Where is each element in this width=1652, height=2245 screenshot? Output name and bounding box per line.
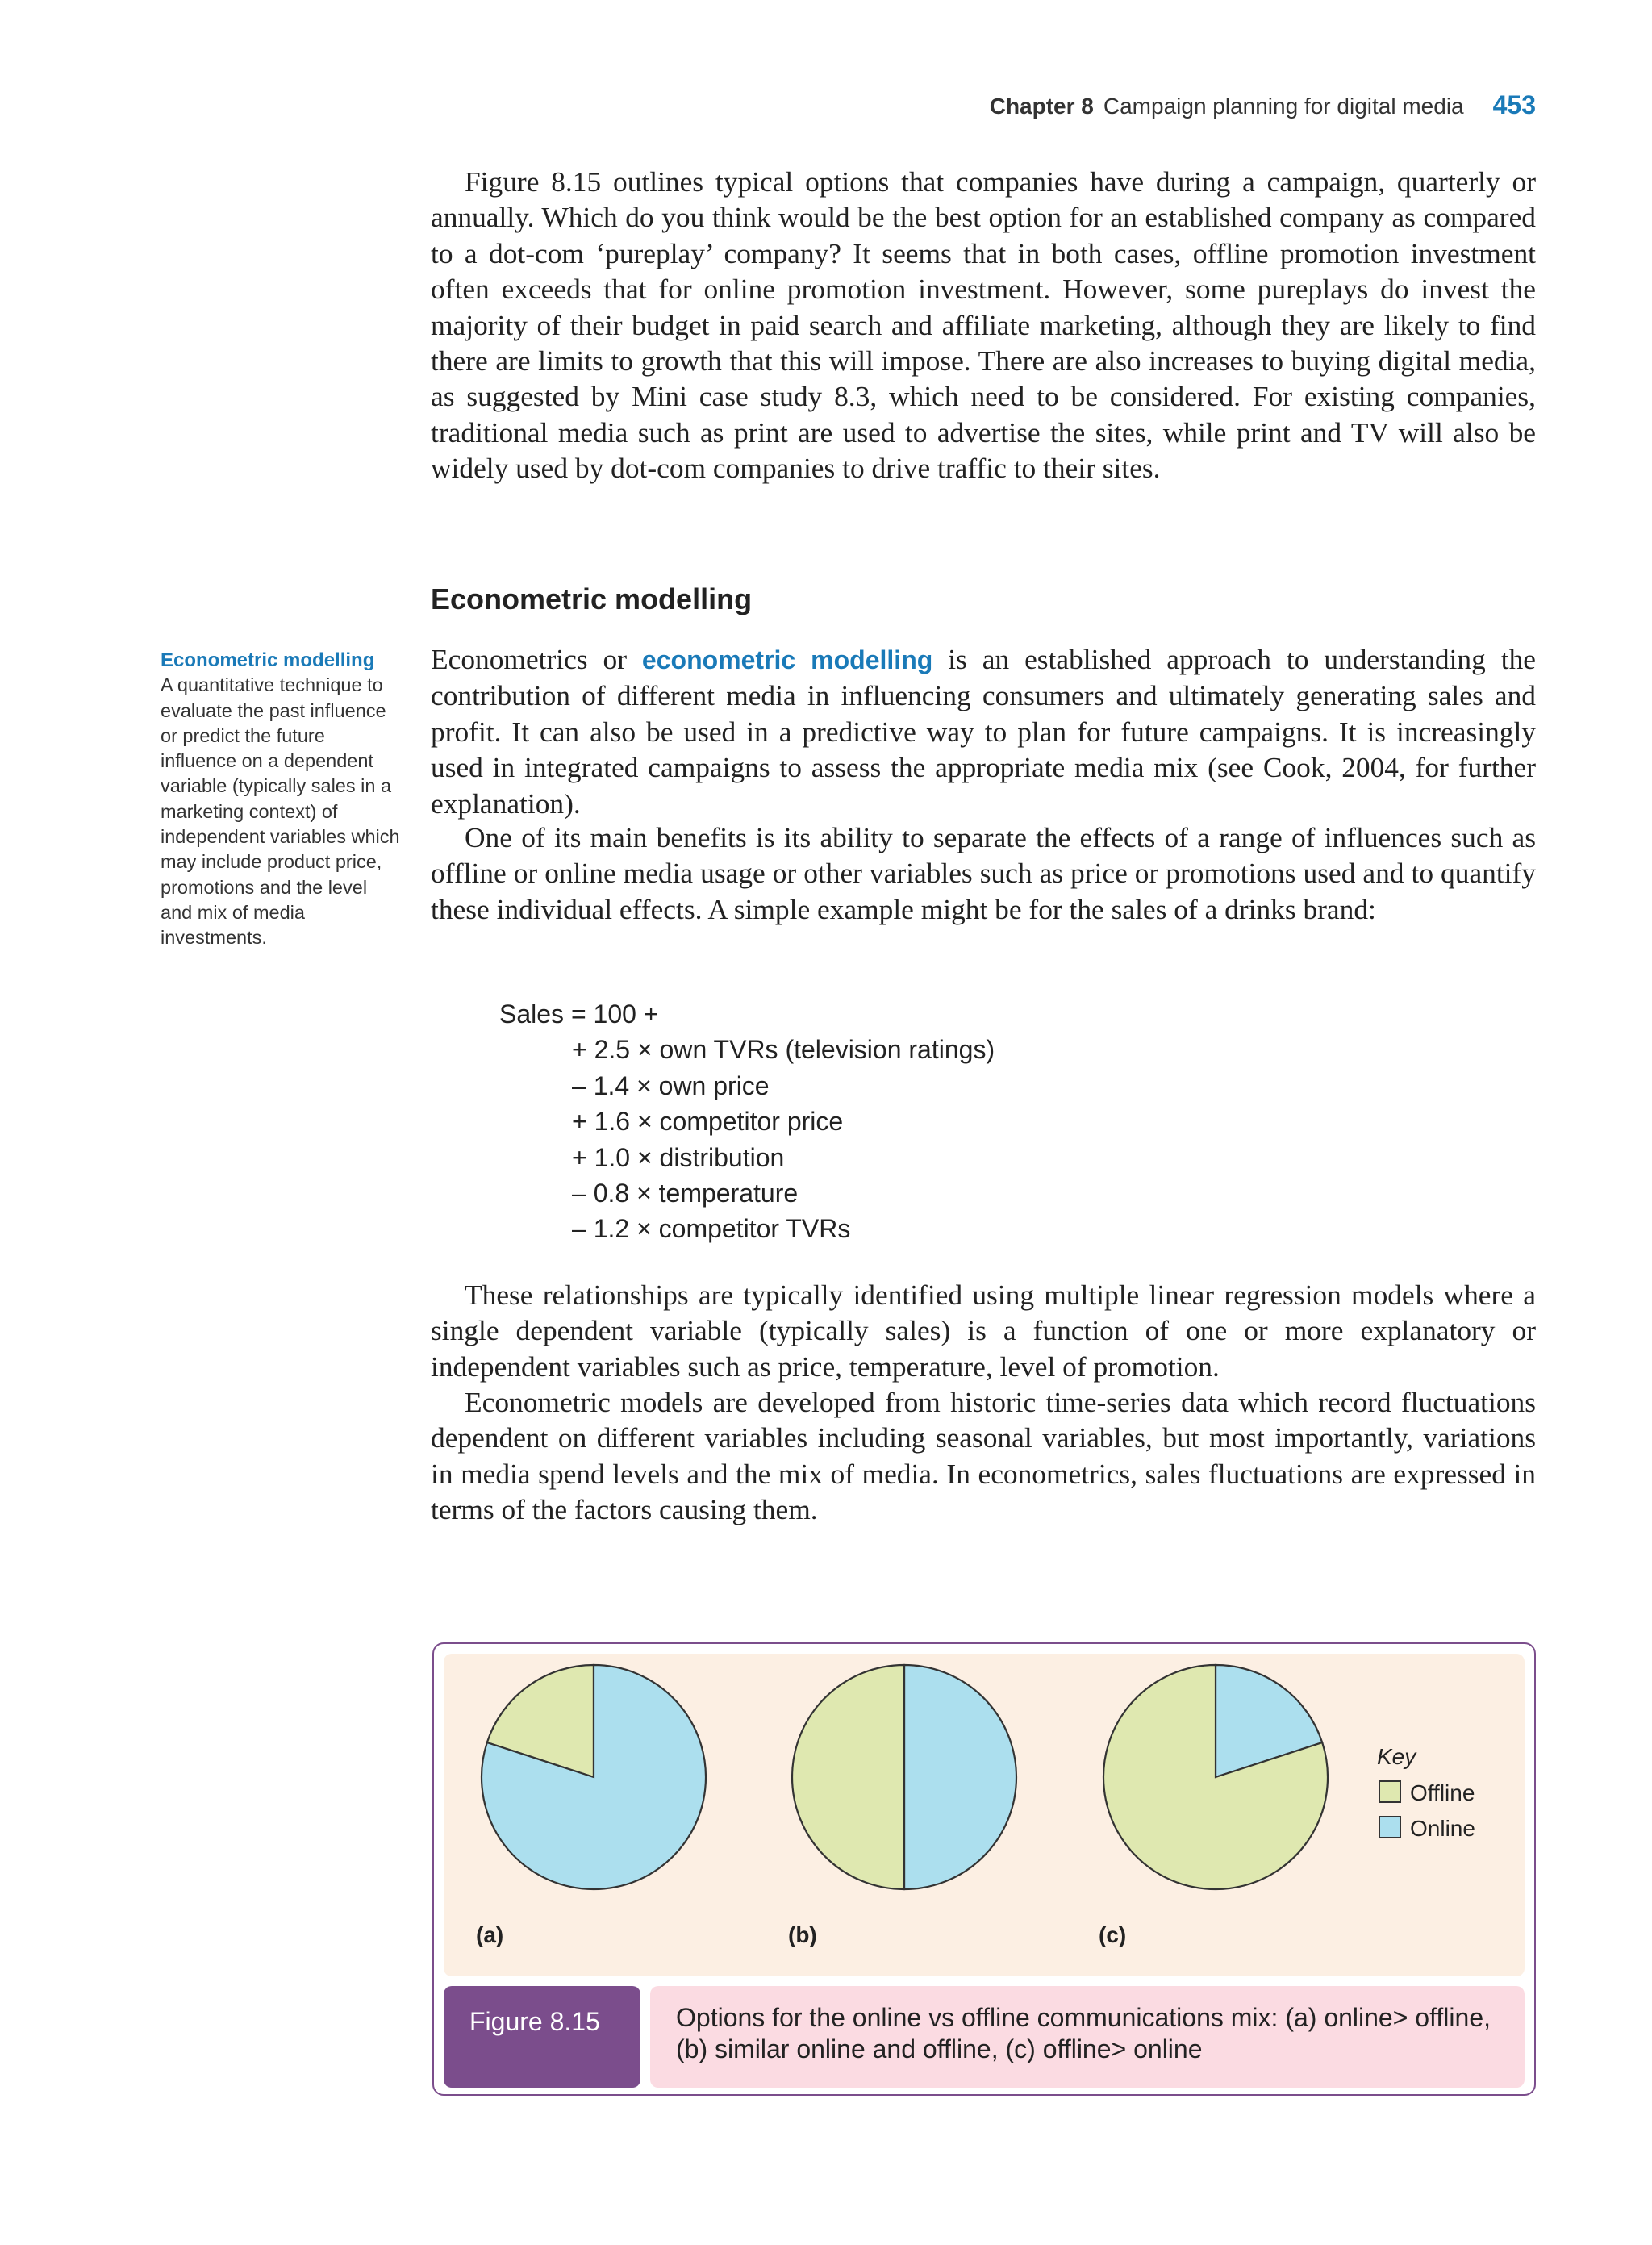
pie-charts [444,1654,1525,1976]
timeseries-paragraph: Econometric models are developed from historic time-series data which record fluctuations dependent on different variables including seasonal variables, but most importantly, variations in media spend levels and the mix of media. In econometrics, sales fluctuations are expressed in terms of the factors causing them. [431,1386,1536,1526]
pie-panel-label: (c) [1099,1922,1127,1947]
equation-term: + 1.6 × competitor price [572,1107,844,1137]
benefits-paragraph: One of its main benefits is its ability to separate the effects of a range of influences such as offline or online media usage or other variables such as price or promotions used and to quantify these individual effects. A simple example might be for the sales of a drinks brand: [431,821,1536,925]
glossary-keyword: econometric modelling [641,645,933,674]
sales-equation [499,996,995,1247]
page-number: 453 [1492,90,1536,119]
chapter-title: Campaign planning for digital media [1103,94,1464,119]
regression-paragraph: These relationships are typically identified using multiple linear regression models where a single dependent variable (typically sales) is a function of one or more explanatory or independent variables such as price, temperature, level of promotion. [431,1279,1536,1383]
legend-swatch-online [1379,1817,1400,1838]
econometrics-paragraph [431,641,1536,821]
chapter-label: Chapter 8 [989,94,1094,119]
figure-number: Figure 8.15 [444,1986,640,2088]
legend-label-offline: Offline [1410,1780,1475,1805]
figure-caption: Options for the online vs offline communications mix: (a) online> offline, (b) similar online and offline, (c) offline> online [650,1986,1525,2088]
running-header [990,90,1536,126]
equation-term: + 1.0 × distribution [572,1142,785,1172]
glossary-term: Econometric modelling [161,649,375,671]
pie-slice-online [904,1665,1016,1889]
section-heading: Econometric modelling [431,582,753,615]
intro-paragraph: Figure 8.15 outlines typical options that companies have during a campaign, quarterly or annually. Which do you think would be the best option for an established company as compared to a dot-com ‘pureplay’ company? It seems that in both cases, offline promotion investment often exceeds that for online promotion investment. However, some pureplays do invest the majority of their budget in paid search and affiliate marketing, although they are likely to find there are limits to growth that this will impose. There are also increases to buying digital media, as suggested by Mini case study 8.3, which need to be considered. For existing companies, traditional media such as print are used to advertise the sites, while print and TV will also be widely used by dot-com companies to drive traffic to their sites. [431,165,1536,485]
glossary-definition: A quantitative technique to evaluate the past influence or predict the future influence on a dependent variable (typically sales in a marketing context) of independent variables which may include product price, promotions and the level and mix of media investments. [161,674,400,949]
equation-term: + 2.5 × own TVRs (television ratings) [572,1035,995,1065]
equation-term: – 1.4 × own price [572,1070,770,1100]
margin-glossary [161,648,403,951]
pie-panel-label: (a) [476,1922,504,1947]
legend-label-online: Online [1410,1816,1475,1841]
legend-swatch-offline [1379,1781,1400,1802]
figure-chart-panel [444,1654,1525,1976]
equation-first-line: Sales = 100 + [499,999,659,1029]
equation-term: – 0.8 × temperature [572,1179,799,1208]
pie-panel-label: (b) [788,1922,817,1947]
equation-term: – 1.2 × competitor TVRs [572,1214,851,1244]
pie-slice-offline [792,1665,904,1889]
legend-title: Key [1377,1744,1416,1769]
para2-text-end: is an established approach to understanding the contribution of different media in influencing consumers and ultimately generating sales and profit. It can also be used in a predictive way to plan for future campaigns. It is increasingly used in integrated campaigns to assess the appropriate media mix (see Cook, 2004, for further explanation). [431,643,1536,820]
figure-8-15 [432,1642,1536,2096]
para2-text-start: Econometrics or [431,643,642,675]
